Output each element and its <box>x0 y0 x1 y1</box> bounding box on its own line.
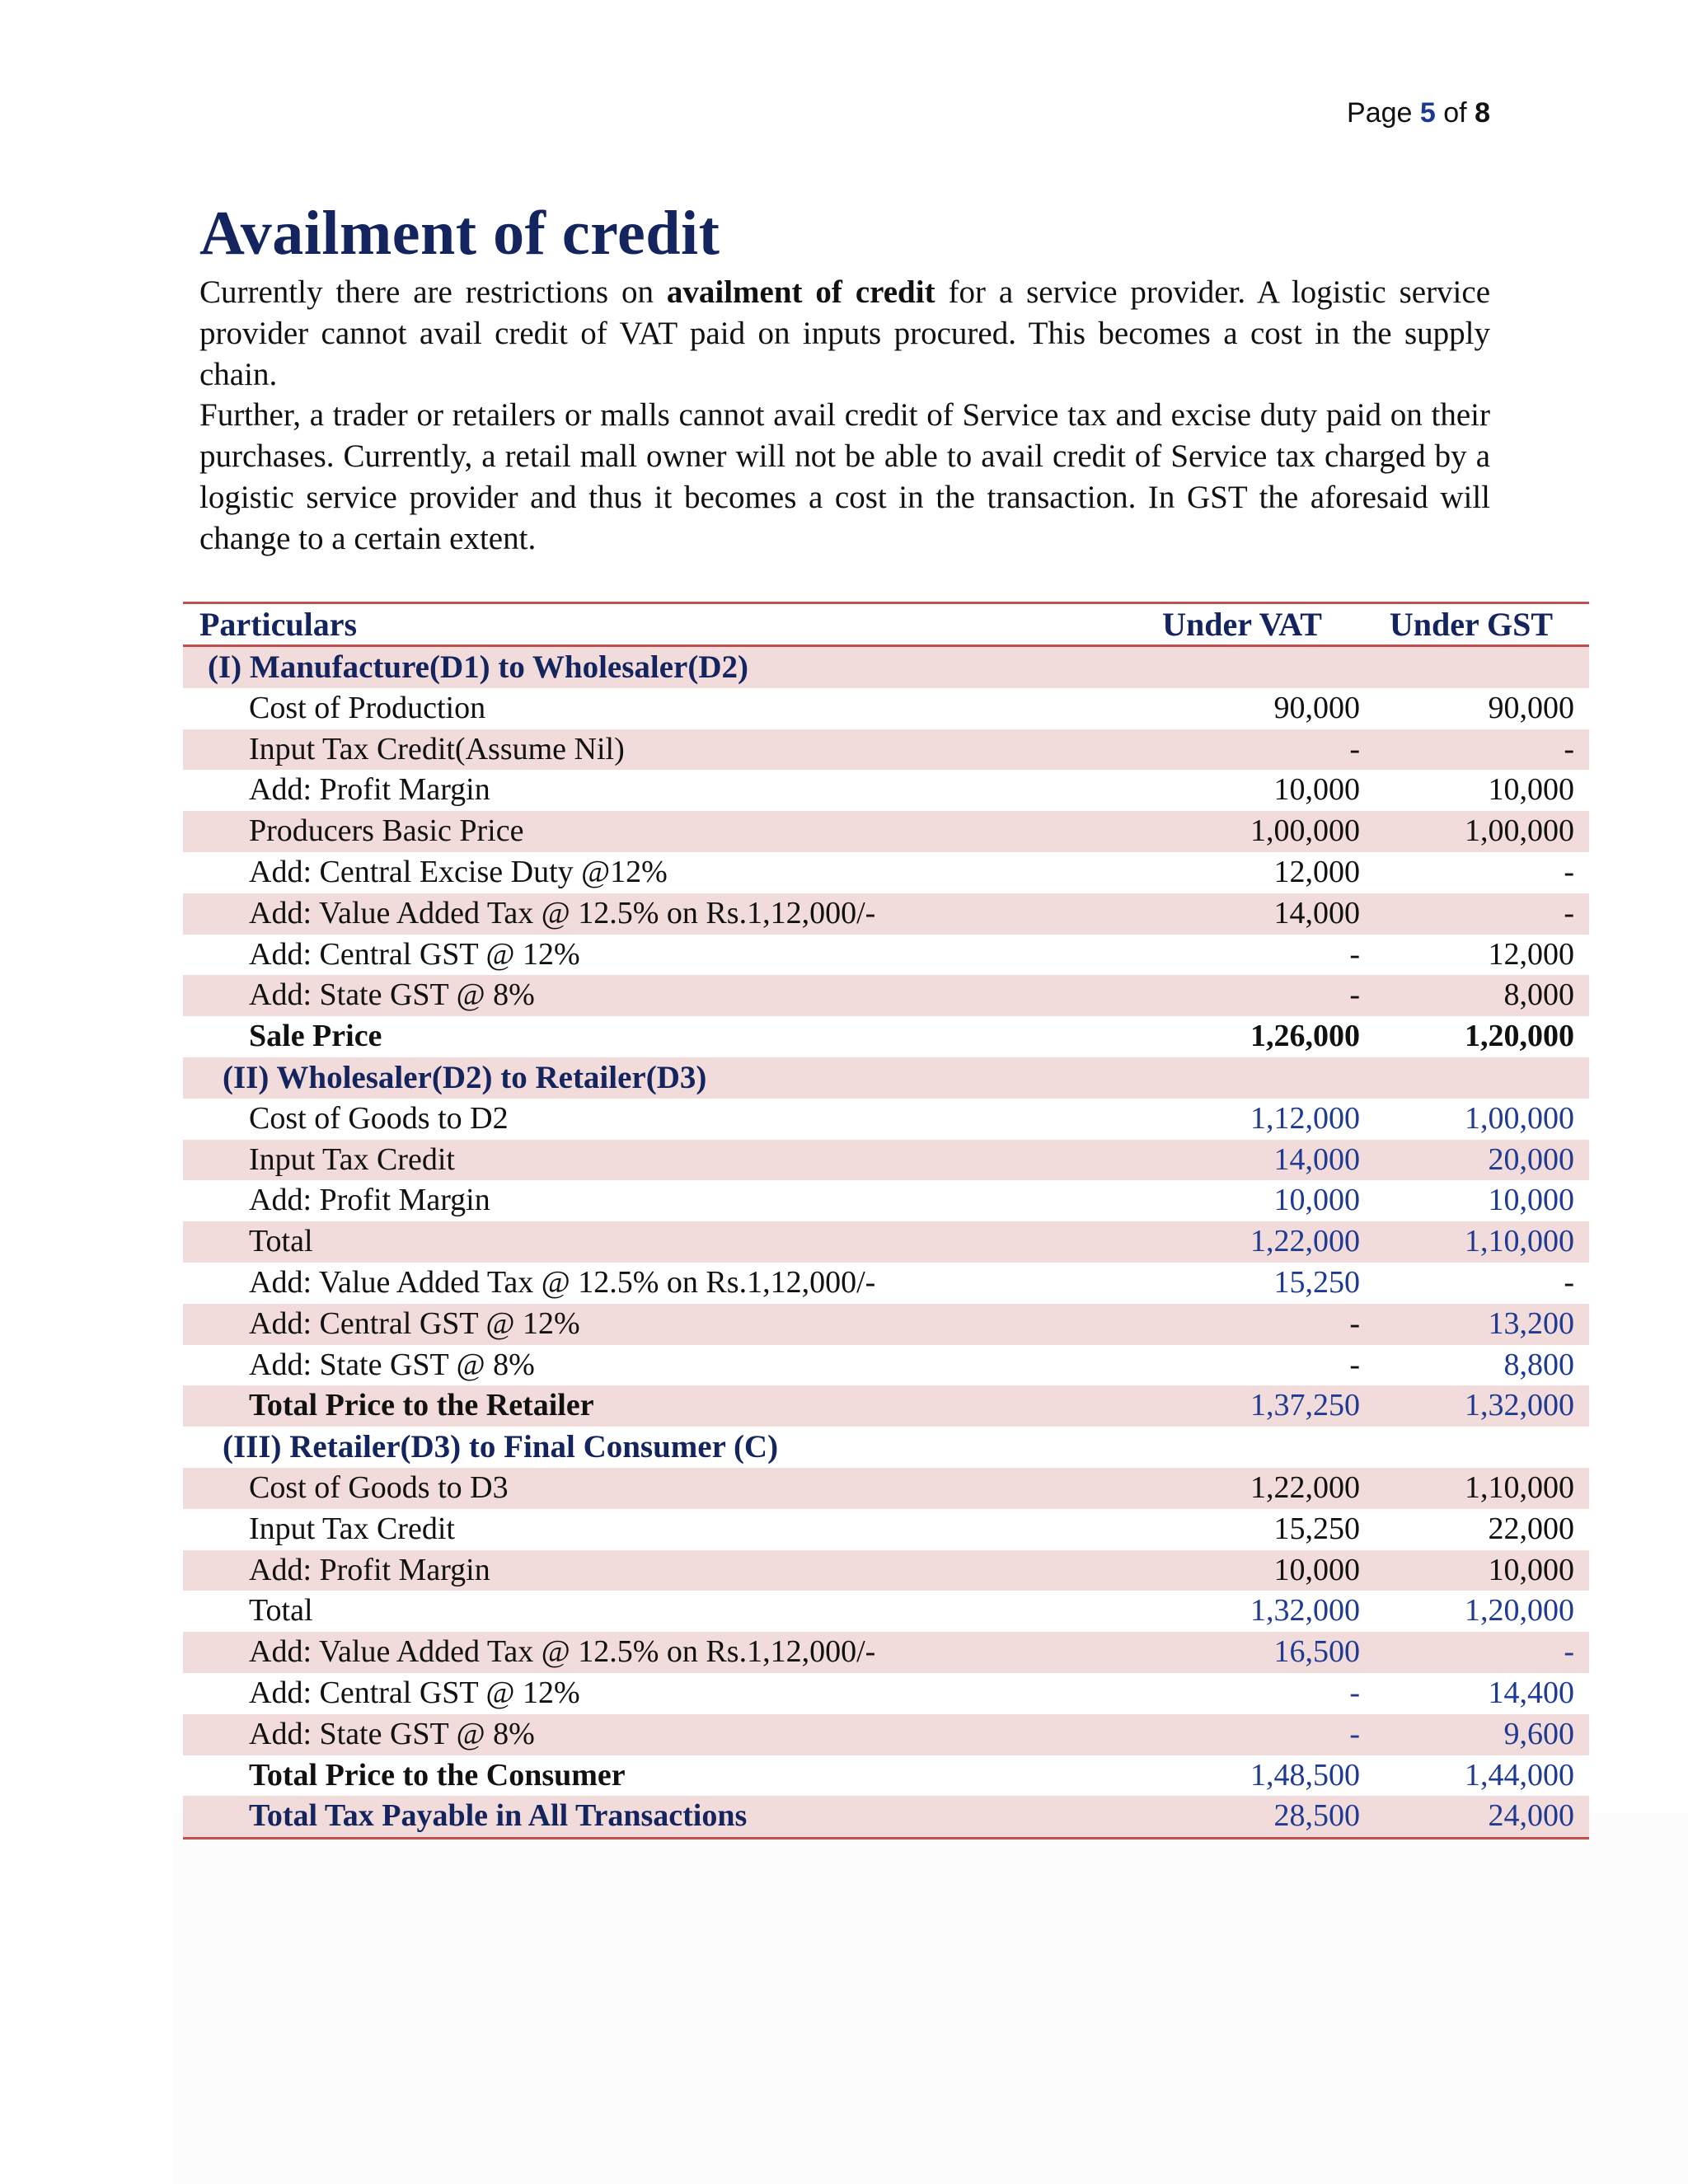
page-footer-shade <box>173 1813 1688 2184</box>
row-vat: - <box>1349 1675 1360 1710</box>
row-vat: 14,000 <box>1273 1141 1360 1177</box>
row-vat: 1,32,000 <box>1250 1593 1360 1629</box>
row-label: Total Price to the Retailer <box>249 1388 594 1423</box>
table-row <box>183 1755 1589 1797</box>
table-row <box>183 1632 1589 1673</box>
row-gst: 10,000 <box>1488 1552 1574 1587</box>
table-row <box>183 1385 1589 1427</box>
row-label: Add: Central GST @ 12% <box>249 936 580 972</box>
row-vat: 1,48,500 <box>1250 1757 1360 1793</box>
row-label: Input Tax Credit(Assume Nil) <box>249 731 625 766</box>
table-row <box>183 770 1589 811</box>
row-label: Producers Basic Price <box>249 813 524 849</box>
row-label: Add: State GST @ 8% <box>249 1716 535 1751</box>
table-row <box>183 1016 1589 1057</box>
row-gst: 1,20,000 <box>1465 1593 1574 1629</box>
row-vat: 10,000 <box>1273 1183 1360 1218</box>
row-label: Add: Value Added Tax @ 12.5% on Rs.1,12,000/- <box>249 1634 876 1670</box>
row-gst: 10,000 <box>1488 772 1574 808</box>
row-gst: - <box>1564 731 1574 766</box>
row-gst: - <box>1564 895 1574 930</box>
table-header-row <box>183 603 1589 646</box>
row-vat: 15,250 <box>1273 1511 1360 1546</box>
page-of-label: of <box>1443 97 1467 129</box>
row-label: Sale Price <box>249 1019 382 1054</box>
table-row <box>183 975 1589 1016</box>
row-vat: 1,22,000 <box>1250 1469 1360 1505</box>
row-gst: 1,00,000 <box>1465 813 1574 849</box>
row-label: Add: State GST @ 8% <box>249 1347 535 1382</box>
table-row <box>183 811 1589 852</box>
row-gst: 90,000 <box>1488 690 1574 725</box>
table-row <box>183 935 1589 976</box>
row-label: Total <box>249 1593 313 1629</box>
table-row <box>183 1221 1589 1263</box>
row-gst: 1,20,000 <box>1465 1019 1574 1054</box>
intro-paragraph-1 <box>199 272 1490 395</box>
table-row <box>183 852 1589 893</box>
header-under-vat: Under VAT <box>1007 603 1370 646</box>
row-vat: 1,12,000 <box>1250 1100 1360 1136</box>
row-gst: 12,000 <box>1488 936 1574 972</box>
row-label: Total <box>249 1224 313 1259</box>
row-label: Add: Central GST @ 12% <box>249 1675 580 1710</box>
header-under-gst: Under GST <box>1370 603 1589 646</box>
row-vat: 15,250 <box>1273 1264 1360 1300</box>
intro-p1-bold: availment of credit <box>666 274 935 310</box>
table-row <box>183 1263 1589 1304</box>
table-row <box>183 1591 1589 1632</box>
intro-p1-end: for a service provider. A logistic service provider cannot avail credit of VAT paid on inputs procured. This becomes a cost in the supply chain. <box>199 274 1491 392</box>
credit-comparison-table <box>183 602 1589 1840</box>
row-vat: 10,000 <box>1273 772 1360 808</box>
row-vat: - <box>1349 1347 1360 1382</box>
row-vat: - <box>1349 1716 1360 1751</box>
row-gst: 1,32,000 <box>1465 1388 1574 1423</box>
section-1-title: (I) Manufacture(D1) to Wholesaler(D2) <box>208 649 749 685</box>
row-label: Cost of Goods to D2 <box>249 1100 509 1136</box>
row-label: Add: Profit Margin <box>249 1183 490 1218</box>
table-row <box>183 1304 1589 1345</box>
table-row <box>183 893 1589 935</box>
row-vat: - <box>1349 1305 1360 1341</box>
total-tax-row <box>183 1796 1589 1838</box>
table-row <box>183 1099 1589 1140</box>
row-vat: - <box>1349 731 1360 766</box>
row-gst: 8,800 <box>1503 1347 1574 1382</box>
table-row <box>183 1468 1589 1509</box>
row-gst: 24,000 <box>1370 1796 1589 1838</box>
table-row <box>183 1180 1589 1221</box>
row-label: Add: Central GST @ 12% <box>249 1305 580 1341</box>
row-label: Total Tax Payable in All Transactions <box>183 1796 1007 1838</box>
row-vat: 1,00,000 <box>1250 813 1360 849</box>
row-label: Cost of Goods to D3 <box>249 1469 509 1505</box>
row-gst: 1,10,000 <box>1465 1224 1574 1259</box>
table-row <box>183 1550 1589 1591</box>
row-gst: 1,44,000 <box>1465 1757 1574 1793</box>
row-vat: 12,000 <box>1273 854 1360 889</box>
section-title-row <box>183 646 1589 688</box>
row-gst: - <box>1564 1264 1574 1300</box>
table-row <box>183 1345 1589 1386</box>
row-gst: 20,000 <box>1488 1141 1574 1177</box>
row-gst: 8,000 <box>1503 977 1574 1013</box>
row-vat: 1,26,000 <box>1250 1019 1360 1054</box>
row-label: Add: Value Added Tax @ 12.5% on Rs.1,12,000/- <box>249 895 876 930</box>
row-gst: 9,600 <box>1503 1716 1574 1751</box>
row-gst: 13,200 <box>1488 1305 1574 1341</box>
section-title-row <box>183 1057 1589 1099</box>
page-number <box>1347 97 1490 129</box>
row-vat: - <box>1349 936 1360 972</box>
row-label: Add: Value Added Tax @ 12.5% on Rs.1,12,000/- <box>249 1264 876 1300</box>
row-vat: 14,000 <box>1273 895 1360 930</box>
page-title: Availment of credit <box>199 199 720 268</box>
row-vat: 1,22,000 <box>1250 1224 1360 1259</box>
intro-text <box>199 272 1490 560</box>
row-gst: 1,00,000 <box>1465 1100 1574 1136</box>
row-vat: 10,000 <box>1273 1552 1360 1587</box>
header-particulars: Particulars <box>183 603 1007 646</box>
row-vat: - <box>1349 977 1360 1013</box>
page-total: 8 <box>1475 97 1490 129</box>
section-3-title: (III) Retailer(D3) to Final Consumer (C) <box>223 1429 779 1465</box>
row-label: Total Price to the Consumer <box>249 1757 626 1793</box>
row-label: Add: Profit Margin <box>249 772 490 808</box>
row-gst: 10,000 <box>1488 1183 1574 1218</box>
table-row <box>183 688 1589 729</box>
row-label: Add: Central Excise Duty @12% <box>249 854 668 889</box>
table-row <box>183 1714 1589 1755</box>
row-vat: 90,000 <box>1273 690 1360 725</box>
row-label: Cost of Production <box>249 690 486 725</box>
table-row <box>183 729 1589 771</box>
row-label: Add: Profit Margin <box>249 1552 490 1587</box>
row-gst: 22,000 <box>1488 1511 1574 1546</box>
row-gst: 1,10,000 <box>1465 1469 1574 1505</box>
page-label: Page <box>1347 97 1413 129</box>
section-title-row <box>183 1427 1589 1468</box>
row-gst: 14,400 <box>1488 1675 1574 1710</box>
intro-paragraph-2: Further, a trader or retailers or malls cannot avail credit of Service tax and excise duty paid on their purchases. Currently, a retail mall owner will not be able to avail credit of Service tax charged by a logistic service provider and thus it becomes a cost in the transaction. In GST the aforesaid will change to a certain extent. <box>199 397 1490 556</box>
row-label: Input Tax Credit <box>249 1511 455 1546</box>
row-label: Input Tax Credit <box>249 1141 455 1177</box>
page-current: 5 <box>1419 97 1436 129</box>
section-2-title: (II) Wholesaler(D2) to Retailer(D3) <box>223 1059 707 1095</box>
row-vat: 16,500 <box>1273 1634 1360 1670</box>
row-gst: - <box>1564 854 1574 889</box>
row-vat: 28,500 <box>1007 1796 1370 1838</box>
row-label: Add: State GST @ 8% <box>249 977 535 1013</box>
table-row <box>183 1509 1589 1550</box>
table-row <box>183 1673 1589 1714</box>
row-gst: - <box>1564 1634 1574 1670</box>
row-vat: 1,37,250 <box>1250 1388 1360 1423</box>
intro-p1-start: Currently there are restrictions on <box>199 274 667 310</box>
table-row <box>183 1140 1589 1181</box>
